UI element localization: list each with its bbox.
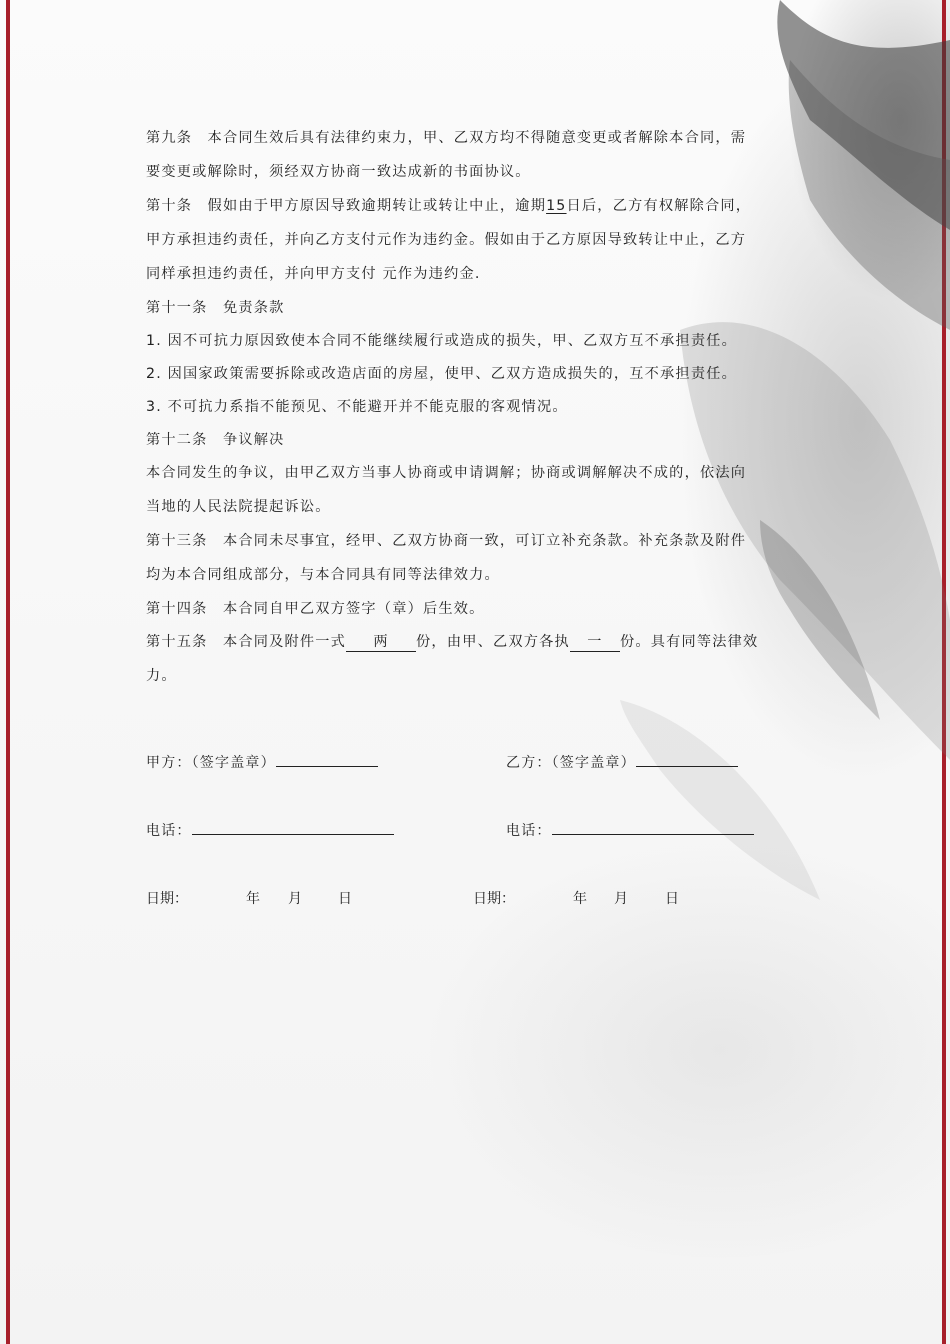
party-a-phone xyxy=(146,820,394,840)
copies-total-field[interactable]: 两 xyxy=(346,633,416,652)
party-b-date-day: 日 xyxy=(665,891,679,907)
clause-15-text-c: 份。具有同等法律效 xyxy=(619,634,759,650)
clause-12-title: 第十二条 争议解决 xyxy=(146,432,285,448)
clause-15-line-1 xyxy=(146,628,818,662)
copies-each-field[interactable]: 一 xyxy=(570,633,620,652)
party-b-signature xyxy=(506,752,738,772)
overdue-days-value: 15 xyxy=(546,198,567,214)
clause-11-item-1: 1. 因不可抗力原因致使本合同不能继续履行或造成的损失，甲、乙双方互不承担责任。 xyxy=(146,333,737,349)
party-b-phone-label: 电话： xyxy=(506,823,552,839)
clause-15-text-b: 份，由甲、乙双方各执 xyxy=(416,634,570,650)
clause-15-line-2: 力。 xyxy=(146,668,177,684)
clause-13-line-1: 第十三条 本合同未尽事宜，经甲、乙双方协商一致，可订立补充条款。补充条款及附件 xyxy=(146,533,747,549)
clause-10-text-a: 第十条 假如由于甲方原因导致逾期转让或转让中止，逾期 xyxy=(146,198,547,214)
party-a-date-day: 日 xyxy=(338,891,352,907)
clause-11-item-3: 3. 不可抗力系指不能预见、不能避开并不能克服的客观情况。 xyxy=(146,399,568,415)
party-b-phone xyxy=(506,820,754,840)
party-a-date-month: 月 xyxy=(288,891,302,907)
clause-15-text-a: 第十五条 本合同及附件一式 xyxy=(146,634,347,650)
party-a-signature-label: 甲方：（签字盖章） xyxy=(146,755,276,771)
party-a-signature-field[interactable] xyxy=(276,752,378,767)
clause-9-line-2: 要变更或解除时，须经双方协商一致达成新的书面协议。 xyxy=(146,164,531,180)
contract-body xyxy=(146,124,818,696)
party-a-phone-label: 电话： xyxy=(146,823,192,839)
clause-12-line-1: 本合同发生的争议，由甲乙双方当事人协商或申请调解；协商或调解解决不成的，依法向 xyxy=(146,465,747,481)
clause-13-line-2: 均为本合同组成部分，与本合同具有同等法律效力。 xyxy=(146,567,500,583)
party-a-phone-field[interactable] xyxy=(192,820,394,835)
party-a-date-year: 年 xyxy=(246,891,260,907)
clause-12-line-2: 当地的人民法院提起诉讼。 xyxy=(146,499,331,515)
clause-10-line-2: 甲方承担违约责任，并向乙方支付元作为违约金。假如由于乙方原因导致转让中止，乙方 xyxy=(146,232,747,248)
party-b-phone-field[interactable] xyxy=(552,820,754,835)
clause-9-line-1: 第九条 本合同生效后具有法律约束力，甲、乙双方均不得随意变更或者解除本合同，需 xyxy=(146,130,747,146)
clause-10-text-b: 日后，乙方有权解除合同， xyxy=(566,198,752,214)
clause-10-line-1 xyxy=(146,192,818,226)
party-b-signature-label: 乙方：（签字盖章） xyxy=(506,755,636,771)
party-b-date-label: 日期： xyxy=(473,891,515,907)
clause-14: 第十四条 本合同自甲乙双方签字（章）后生效。 xyxy=(146,601,485,617)
clause-10-line-3: 同样承担违约责任，并向甲方支付 元作为违约金. xyxy=(146,266,481,282)
party-a-signature xyxy=(146,752,378,772)
party-b-date-month: 月 xyxy=(614,891,628,907)
clause-11-item-2: 2. 因国家政策需要拆除或改造店面的房屋，使甲、乙双方造成损失的，互不承担责任。 xyxy=(146,366,737,382)
clause-11-title: 第十一条 免责条款 xyxy=(146,300,285,316)
party-a-date-label: 日期： xyxy=(146,891,188,907)
left-red-border xyxy=(6,0,10,1344)
party-b-date-year: 年 xyxy=(573,891,587,907)
party-b-signature-field[interactable] xyxy=(636,752,738,767)
